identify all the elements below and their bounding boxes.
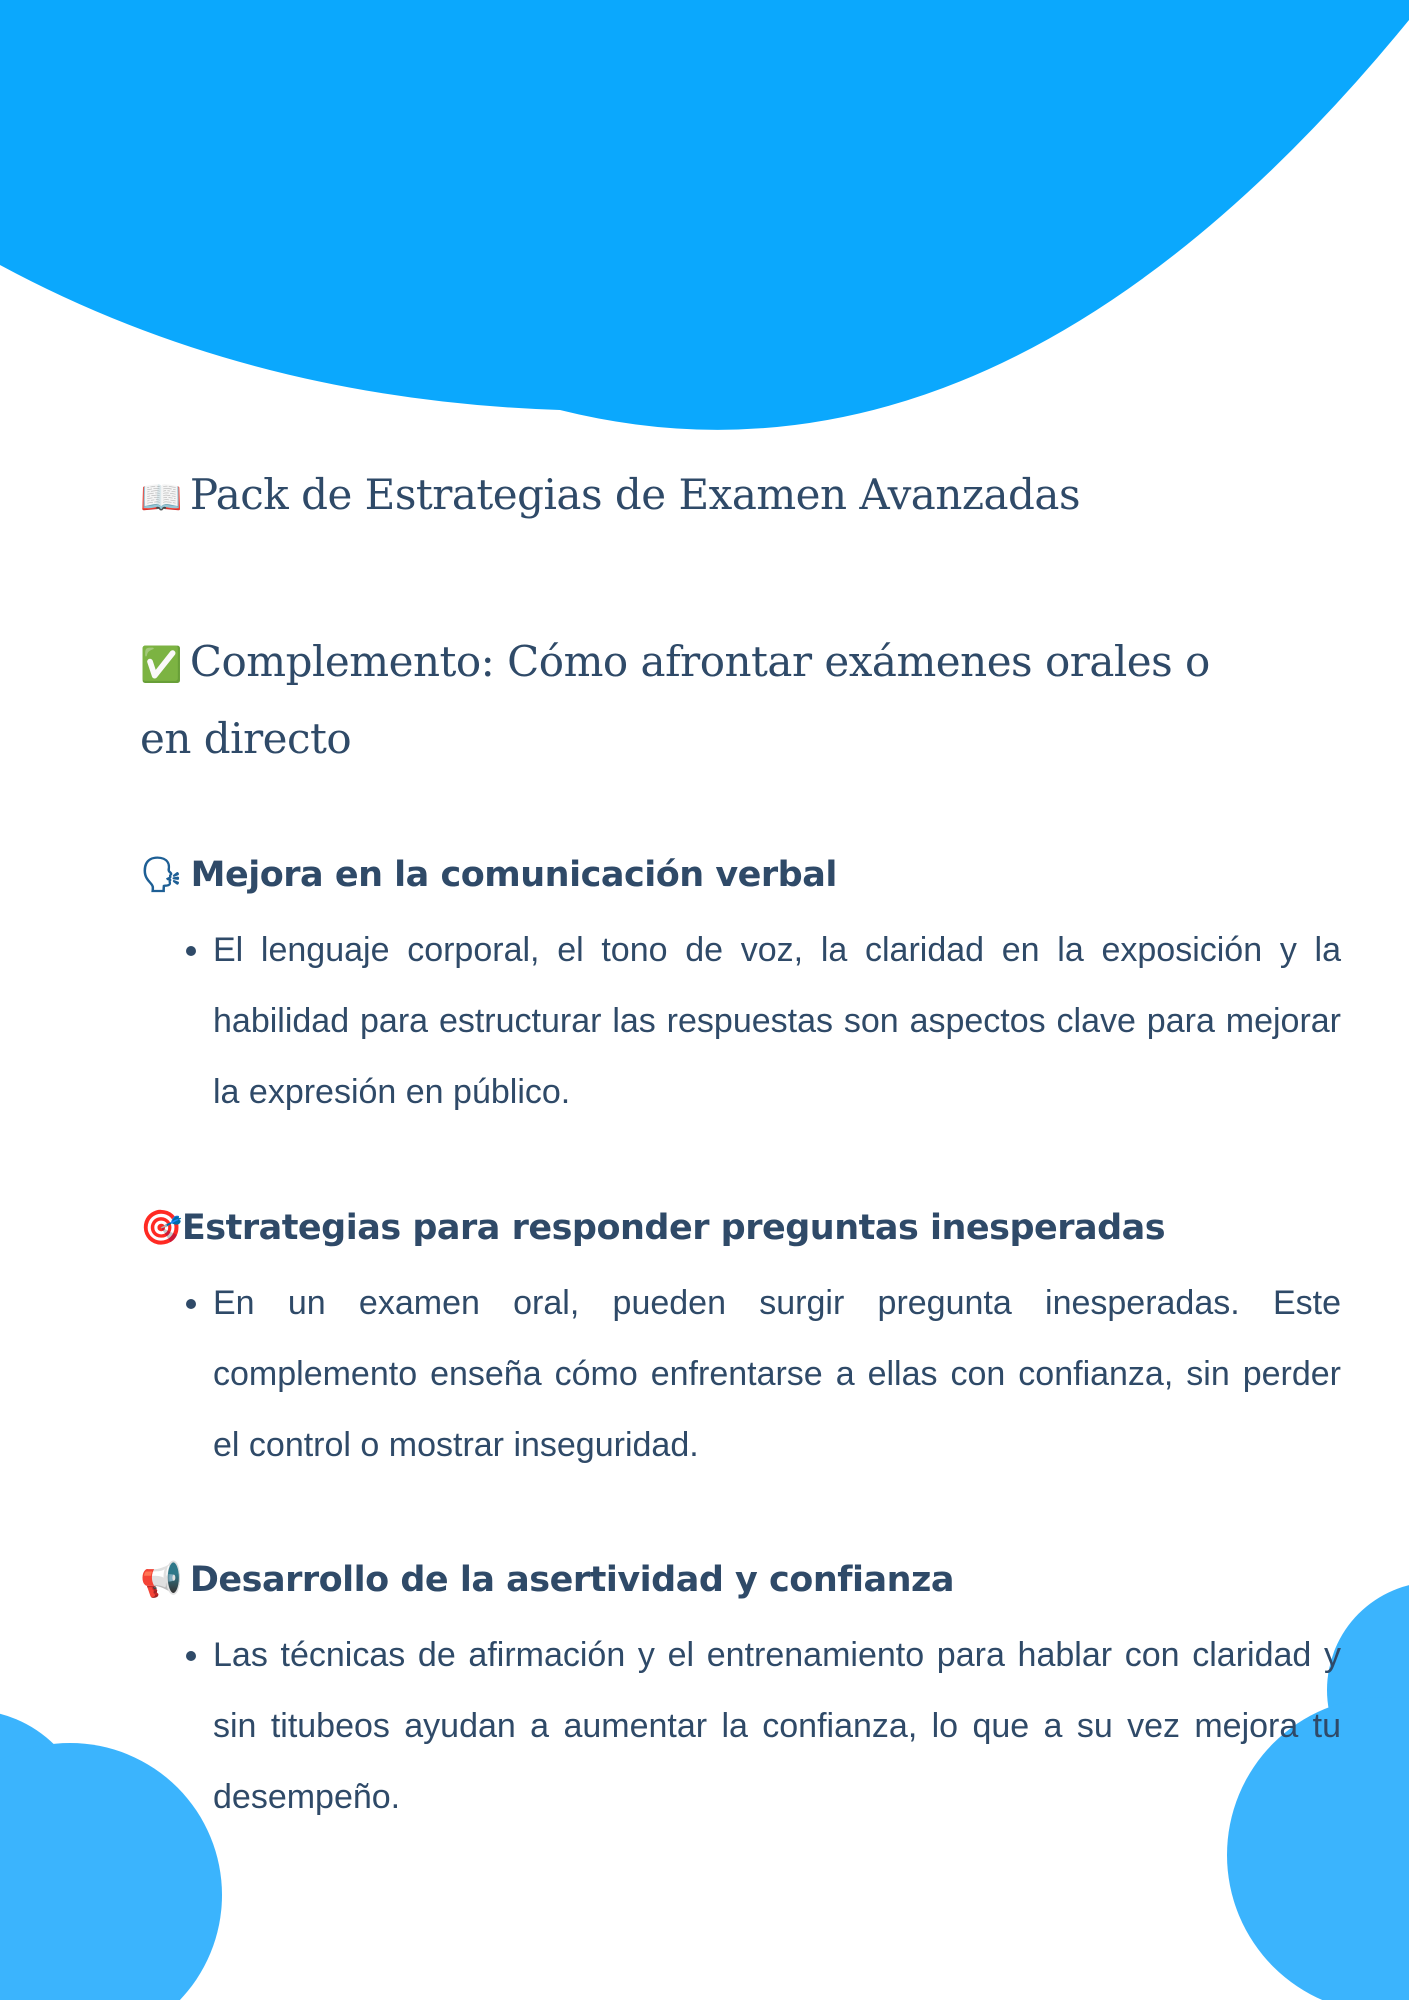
section-list-assertiveness: [140, 1620, 1341, 1833]
complement-heading: [140, 625, 1270, 776]
list-item: • Las técnicas de afirmación y el entrenamiento para hablar con claridad y sin titubeos ayudan a aumentar la confianza, lo que a su vez mejora tu desempeño.: [213, 1620, 1341, 1833]
check-mark-icon: ✅: [140, 645, 182, 685]
section-heading-text: Mejora en la comunicación verbal: [190, 855, 837, 895]
section-list-communication: [140, 915, 1341, 1128]
section-heading-text: Desarrollo de la asertividad y confianza: [189, 1560, 955, 1600]
open-book-icon: 📖: [140, 478, 182, 518]
target-icon: 🎯: [140, 1208, 182, 1248]
complement-heading-text: Complemento: Cómo afrontar exámenes orales o en directo: [140, 637, 1210, 763]
section-heading-questions: [140, 1208, 1270, 1248]
section-heading-text: Estrategias para responder preguntas inesperadas: [181, 1208, 1166, 1248]
megaphone-icon: 📢: [140, 1560, 182, 1600]
list-item: • El lenguaje corporal, el tono de voz, la claridad en la exposición y la habilidad para estructurar las respuestas son aspectos clave para mejorar la expresión en público.: [213, 915, 1341, 1128]
page-title-text: Pack de Estrategias de Examen Avanzadas: [189, 470, 1081, 519]
page-title: [140, 470, 1080, 519]
list-item: • En un examen oral, pueden surgir pregunta inesperadas. Este complemento enseña cómo enfrentarse a ellas con confianza, sin perder el control o mostrar inseguridad.: [213, 1268, 1341, 1481]
top-arc-shape: [0, 0, 1409, 430]
section-heading-assertiveness: [140, 1560, 1270, 1600]
section-list-questions: [140, 1268, 1341, 1481]
section-heading-communication: [140, 855, 1270, 895]
speaking-head-icon: 🗣: [140, 855, 183, 895]
